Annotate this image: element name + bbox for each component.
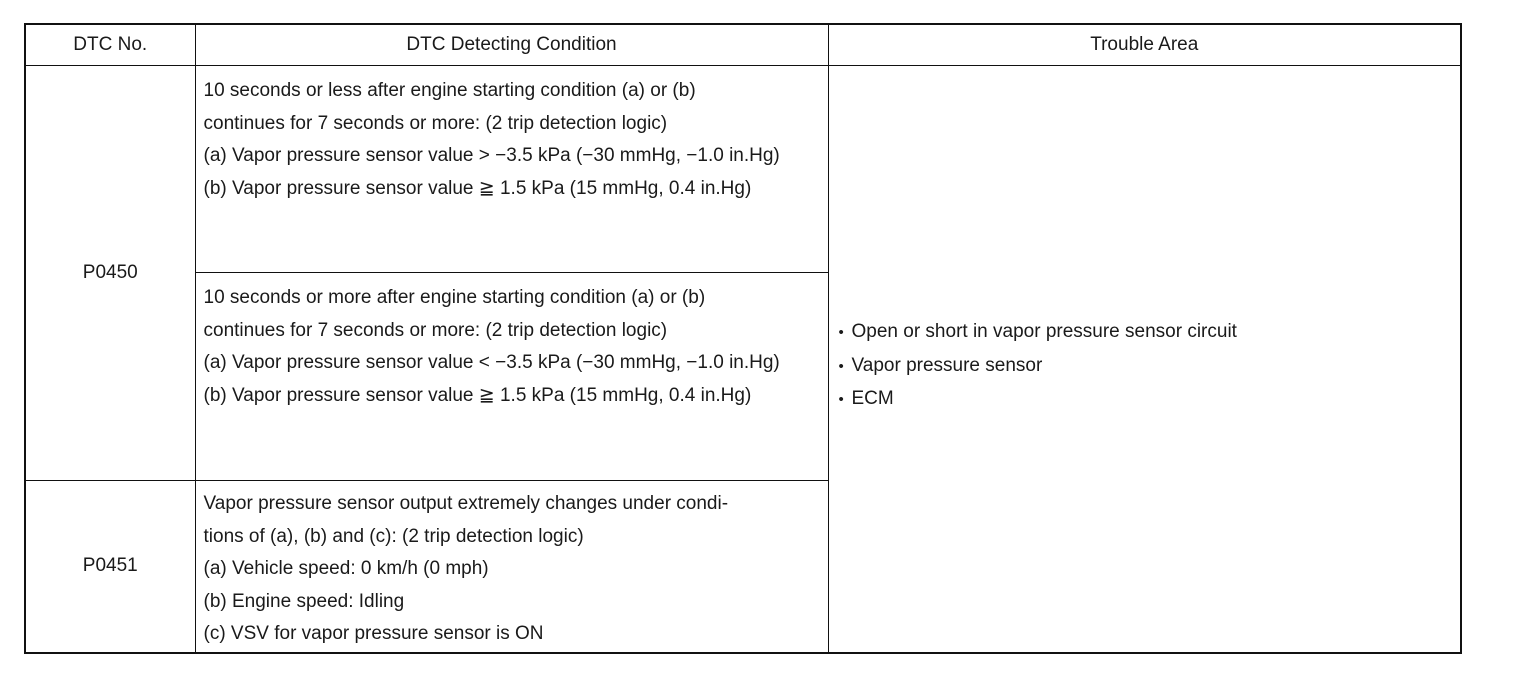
condition-intro-line: 10 seconds or less after engine starting condition (a) or (b) (203, 80, 696, 101)
condition-intro-line: continues for 7 seconds or more: (2 trip detection logic) (203, 112, 668, 134)
trouble-area-item: • Vapor pressure sensor (839, 350, 1451, 384)
dtc-code-p0450: P0450 (25, 66, 195, 481)
header-dtc-no: DTC No. (25, 24, 195, 66)
dtc-table (24, 23, 1462, 654)
condition-item: (b) Engine speed: Idling (203, 590, 405, 612)
table-row (25, 66, 1461, 273)
condition-cell (195, 481, 828, 653)
condition-cell (195, 273, 828, 481)
condition-intro-line: 10 seconds or more after engine starting condition (a) or (b) (203, 287, 706, 308)
trouble-area-cell (828, 66, 1461, 653)
trouble-area-item: • Open or short in vapor pressure sensor circuit (839, 316, 1451, 350)
header-row (25, 24, 1461, 66)
condition-item: (a) Vapor pressure sensor value < −3.5 kPa (−30 mmHg, −1.0 in.Hg) (203, 352, 780, 373)
condition-cell (195, 66, 828, 273)
condition-intro-line: continues for 7 seconds or more: (2 trip detection logic) (203, 319, 668, 341)
trouble-area-item: • ECM (839, 383, 1451, 417)
table-header (25, 24, 1461, 66)
dtc-code-p0451: P0451 (25, 481, 195, 653)
condition-item: (a) Vapor pressure sensor value > −3.5 kPa (−30 mmHg, −1.0 in.Hg) (203, 145, 780, 166)
condition-item: (b) Vapor pressure sensor value ≧ 1.5 kPa (15 mmHg, 0.4 in.Hg) (203, 384, 752, 406)
table-body (25, 66, 1461, 653)
condition-item: (b) Vapor pressure sensor value ≧ 1.5 kPa (15 mmHg, 0.4 in.Hg) (203, 177, 752, 199)
condition-intro-line: tions of (a), (b) and (c): (2 trip detection logic) (203, 525, 584, 547)
header-trouble-area: Trouble Area (828, 24, 1461, 66)
header-detecting-condition: DTC Detecting Condition (195, 24, 828, 66)
condition-intro-line: Vapor pressure sensor output extremely changes under condi- (203, 493, 729, 514)
condition-item: (a) Vehicle speed: 0 km/h (0 mph) (203, 558, 489, 579)
condition-item: (c) VSV for vapor pressure sensor is ON (203, 623, 544, 644)
